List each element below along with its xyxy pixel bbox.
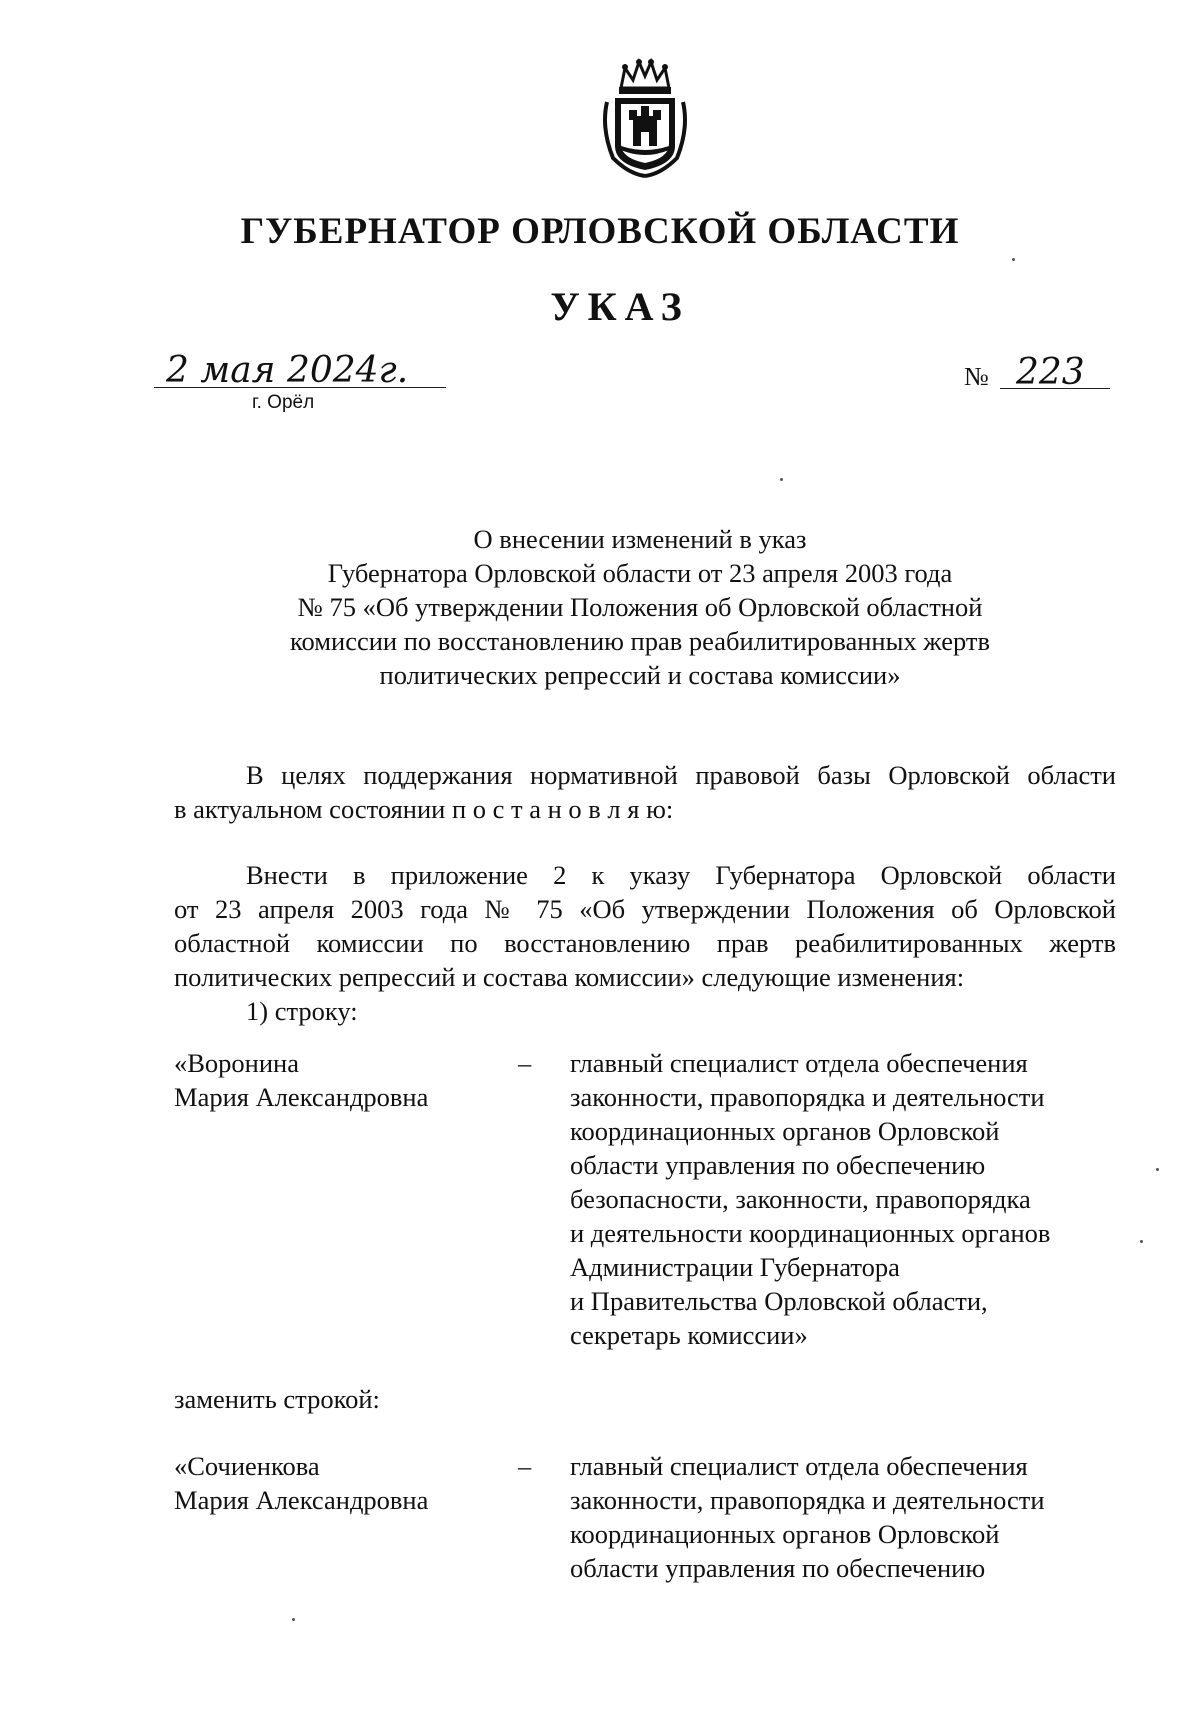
title-line: № 75 «Об утверждении Положения об Орловской областной (297, 592, 983, 622)
name-line: Мария Александровна (174, 1082, 429, 1112)
position-line: секретарь комиссии» (570, 1320, 808, 1350)
scan-speck (1140, 1240, 1143, 1243)
issuing-authority-heading: ГУБЕРНАТОР ОРЛОВСКОЙ ОБЛАСТИ (240, 211, 960, 252)
scan-speck (1012, 258, 1015, 261)
item-label: 1) строку: (246, 996, 358, 1026)
body-line: Внести в приложение 2 к указу Губернатора Орловской области (246, 860, 1116, 890)
replace-label: заменить строкой: (174, 1384, 380, 1414)
old-row-dash: – (518, 1048, 532, 1078)
position-line: и Правительства Орловской области, (570, 1286, 988, 1316)
handwritten-date: 2 мая 2024г. (166, 350, 409, 391)
title-line: комиссии по восстановлению прав реабилитированных жертв (289, 626, 991, 656)
position-line: координационных органов Орловской (570, 1116, 1000, 1146)
title-line: Губернатора Орловской области от 23 апреля 2003 года (327, 558, 953, 588)
name-line: «Сочиенкова (174, 1451, 320, 1481)
name-line: Мария Александровна (174, 1485, 429, 1515)
coat-of-arms-emblem (599, 58, 691, 180)
old-row-name (174, 1046, 504, 1114)
preamble-line: В целях поддержания нормативной правовой базы Орловской области (246, 760, 1116, 790)
document-type-heading: УКАЗ (550, 284, 690, 329)
scan-speck (780, 478, 783, 481)
title-line: О внесении изменений в указ (473, 524, 807, 554)
name-line: «Воронина (174, 1048, 299, 1078)
position-line: и деятельности координационных органов (570, 1218, 1051, 1248)
position-line: Администрации Губернатора (570, 1252, 900, 1282)
city-label: г. Орёл (252, 392, 315, 413)
position-line: главный специалист отдела обеспечения (570, 1451, 1028, 1481)
body-line: политических репрессий и состава комиссии» следующие изменения: (174, 962, 965, 992)
position-line: законности, правопорядка и деятельности (570, 1485, 1045, 1515)
document-title (240, 522, 1040, 692)
position-line: безопасности, законности, правопорядка (570, 1184, 1031, 1214)
new-row-position (570, 1449, 1130, 1585)
position-line: области управления по обеспечению (570, 1553, 986, 1583)
handwritten-number: 223 (1016, 352, 1085, 393)
position-line: законности, правопорядка и деятельности (570, 1082, 1045, 1112)
preamble-paragraph (174, 758, 1116, 826)
scan-speck (1156, 1168, 1159, 1171)
new-row-name (174, 1449, 504, 1517)
old-row-position (570, 1046, 1130, 1352)
title-line: политических репрессий и состава комиссии» (379, 660, 901, 690)
body-line: областной комиссии по восстановлению прав реабилитированных жертв (174, 928, 1116, 958)
new-row-dash: – (518, 1451, 532, 1481)
body-paragraph (174, 858, 1116, 1028)
body-line: от 23 апреля 2003 года № 75 «Об утверждении Положения об Орловской (174, 894, 1116, 924)
position-line: координационных органов Орловской (570, 1519, 1000, 1549)
preamble-line: в актуальном состоянии п о с т а н о в л я ю: (174, 794, 674, 824)
position-line: области управления по обеспечению (570, 1150, 986, 1180)
number-sign: № (964, 362, 989, 391)
scan-speck (292, 1618, 295, 1621)
position-line: главный специалист отдела обеспечения (570, 1048, 1028, 1078)
